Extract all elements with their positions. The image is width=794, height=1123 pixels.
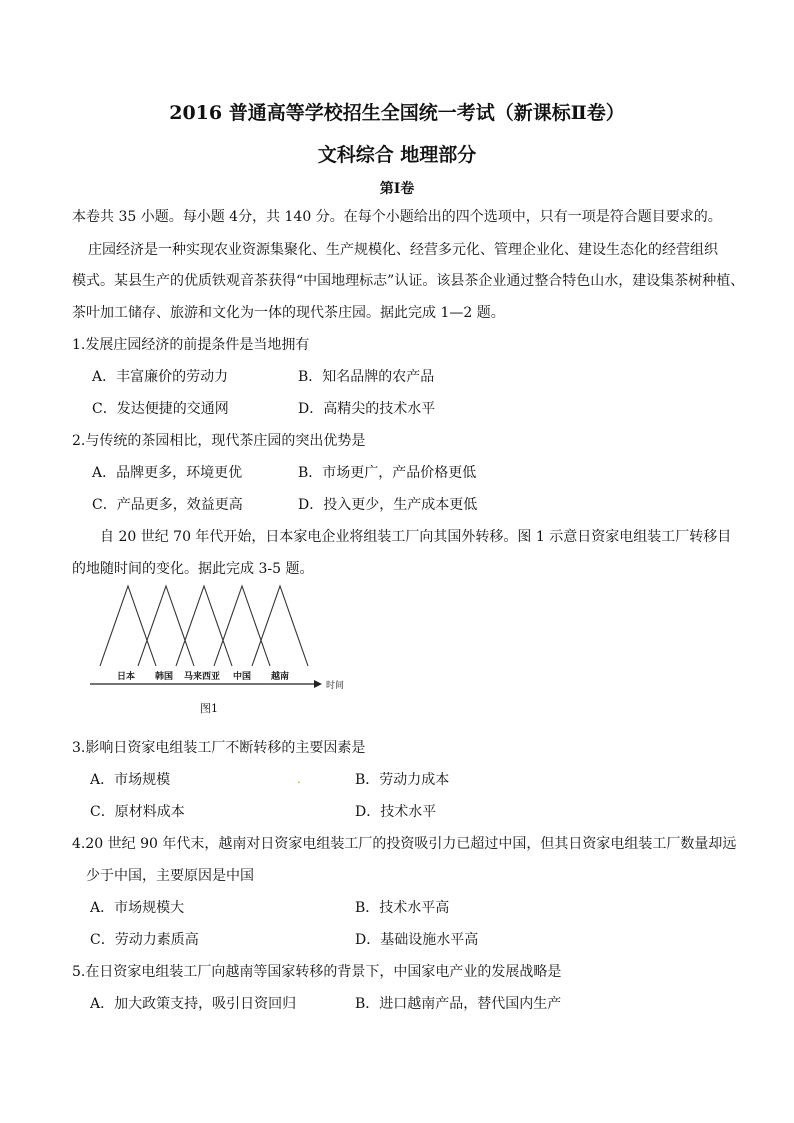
q3-option-b: B．劳动力成本 [355, 772, 450, 788]
triangle-japan [100, 586, 156, 666]
q3-option-c: C．原材料成本 [90, 804, 185, 820]
passage1-line3: 茶叶加工储存、旅游和文化为一体的现代茶庄园。据此完成 1—2 题。 [72, 305, 505, 321]
country-label-japan: 日本 [116, 672, 136, 682]
q3-stem: 3.影响日资家电组装工厂不断转移的主要因素是 [72, 740, 366, 756]
exam-subtitle: 文科综合 地理部分 [317, 144, 477, 166]
q5-option-a: A．加大政策支持，吸引日资回归 [90, 996, 297, 1012]
section-heading: 第Ⅰ卷 [379, 181, 415, 197]
q1-option-c: C．发达便捷的交通网 [92, 401, 229, 417]
country-label-malaysia: 马来西亚 [183, 672, 221, 682]
triangle-malaysia [176, 586, 232, 666]
q4-option-b: B．技术水平高 [355, 900, 450, 916]
time-axis-label: 时间 [326, 681, 345, 691]
q2-option-c: C．产品更多，效益更高 [92, 497, 243, 513]
passage2-line1: 自 20 世纪 70 年代开始，日本家电企业将组装工厂向其国外转移。图 1 示意日资家电组装工厂转移目 [100, 529, 732, 545]
q4-option-d: D．基础设施水平高 [355, 932, 479, 948]
q1-option-b: B．知名品牌的农产品 [298, 369, 435, 385]
q4-stem-line1: 4.20 世纪 90 年代末，越南对日资家电组装工厂的投资吸引力已超过中国，但其日资家电组装工厂数量却远 [72, 836, 737, 852]
q5-option-b: B．进口越南产品，替代国内生产 [355, 996, 562, 1012]
country-label-korea: 韩国 [154, 672, 174, 682]
q1-stem: 1.发展庄园经济的前提条件是当地拥有 [72, 337, 310, 353]
figure-caption: 图1 [200, 702, 218, 715]
triangle-vietnam [252, 586, 308, 666]
passage2-line2: 的地随时间的变化。据此完成 3-5 题。 [72, 561, 314, 577]
transfer-triangles [100, 586, 308, 666]
q1-option-a: A．丰富廉价的劳动力 [92, 369, 229, 385]
figure-1-diagram [90, 580, 350, 695]
q3-option-a: A．市场规模 [90, 772, 171, 788]
country-label-vietnam: 越南 [270, 672, 290, 682]
q2-option-a: A．品牌更多，环境更优 [92, 465, 243, 481]
country-label-china: 中国 [232, 672, 252, 682]
q4-stem-line2: 少于中国，主要原因是中国 [86, 868, 254, 884]
q4-option-c: C．劳动力素质高 [90, 932, 199, 948]
q5-stem: 5.在日资家电组装工厂向越南等国家转移的背景下，中国家电产业的发展战略是 [72, 964, 562, 980]
time-axis-arrow-icon [314, 680, 322, 688]
passage1-line2: 模式。某县生产的优质铁观音茶获得“中国地理标志”认证。该县茶企业通过整合特色山水，建设集茶树种植、 [72, 273, 745, 289]
intro-text: 本卷共 35 小题。每小题 4分，共 140 分。在每个小题给出的四个选项中，只有一项是符合题目要求的。 [72, 209, 722, 225]
triangle-china [214, 586, 270, 666]
q1-option-d: D．高精尖的技术水平 [298, 401, 436, 417]
exam-title: 2016 普通高等学校招生全国统一考试（新课标Ⅱ卷） [169, 102, 625, 124]
passage1-line1: 庄园经济是一种实现农业资源集聚化、生产规模化、经营多元化、管理企业化、建设生态化的经营组织 [88, 242, 718, 258]
stray-dot-mark: . [297, 772, 301, 786]
triangle-korea [138, 586, 194, 666]
q2-stem: 2.与传统的茶园相比，现代茶庄园的突出优势是 [72, 433, 366, 449]
q2-option-b: B．市场更广，产品价格更低 [298, 465, 477, 481]
q3-option-d: D．技术水平 [355, 804, 437, 820]
q2-option-d: D．投入更少，生产成本更低 [298, 497, 478, 513]
q4-option-a: A．市场规模大 [90, 900, 185, 916]
